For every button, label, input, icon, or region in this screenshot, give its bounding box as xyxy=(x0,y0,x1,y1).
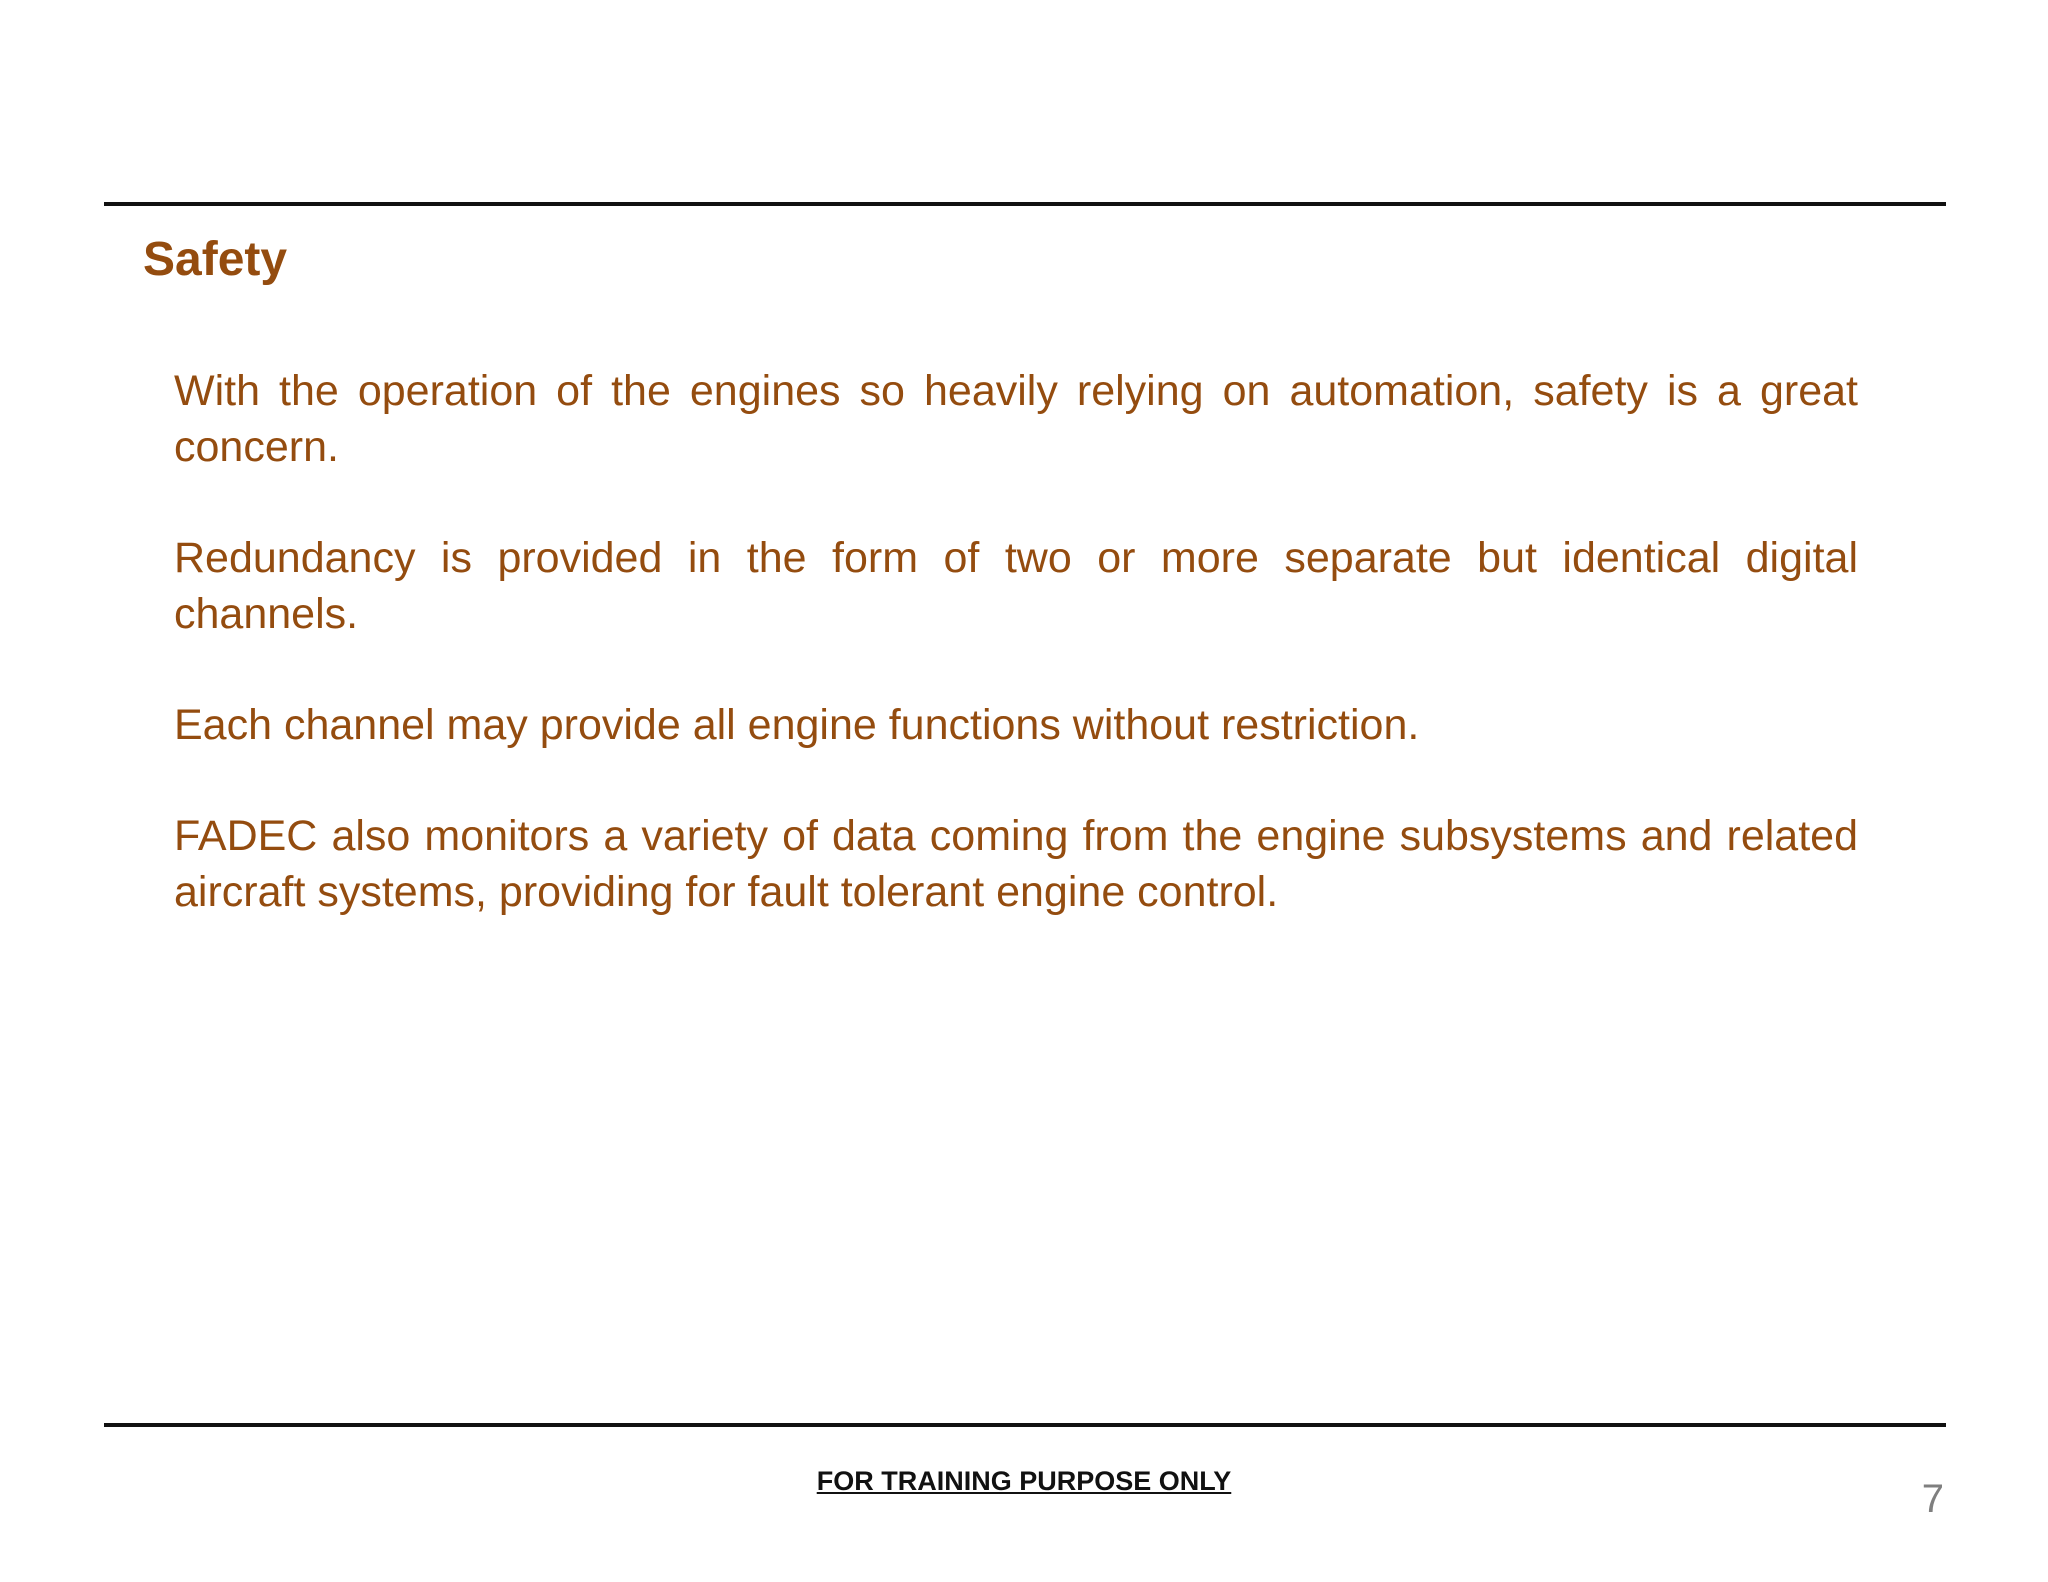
paragraph: Redundancy is provided in the form of two or more separate but identical digital channels. xyxy=(174,534,1858,638)
paragraph: FADEC also monitors a variety of data coming from the engine subsystems and related aircraft systems, providing for fault tolerant engine control. xyxy=(174,812,1858,916)
slide-body xyxy=(174,363,1858,975)
top-divider xyxy=(104,202,1946,206)
page-number: 7 xyxy=(1921,1477,1944,1521)
bottom-divider xyxy=(104,1423,1946,1427)
paragraph: Each channel may provide all engine functions without restriction. xyxy=(174,701,1420,749)
paragraph: With the operation of the engines so heavily relying on automation, safety is a great concern. xyxy=(174,367,1858,471)
slide-title: Safety xyxy=(143,233,288,286)
footer-notice: FOR TRAINING PURPOSE ONLY xyxy=(816,1466,1232,1496)
